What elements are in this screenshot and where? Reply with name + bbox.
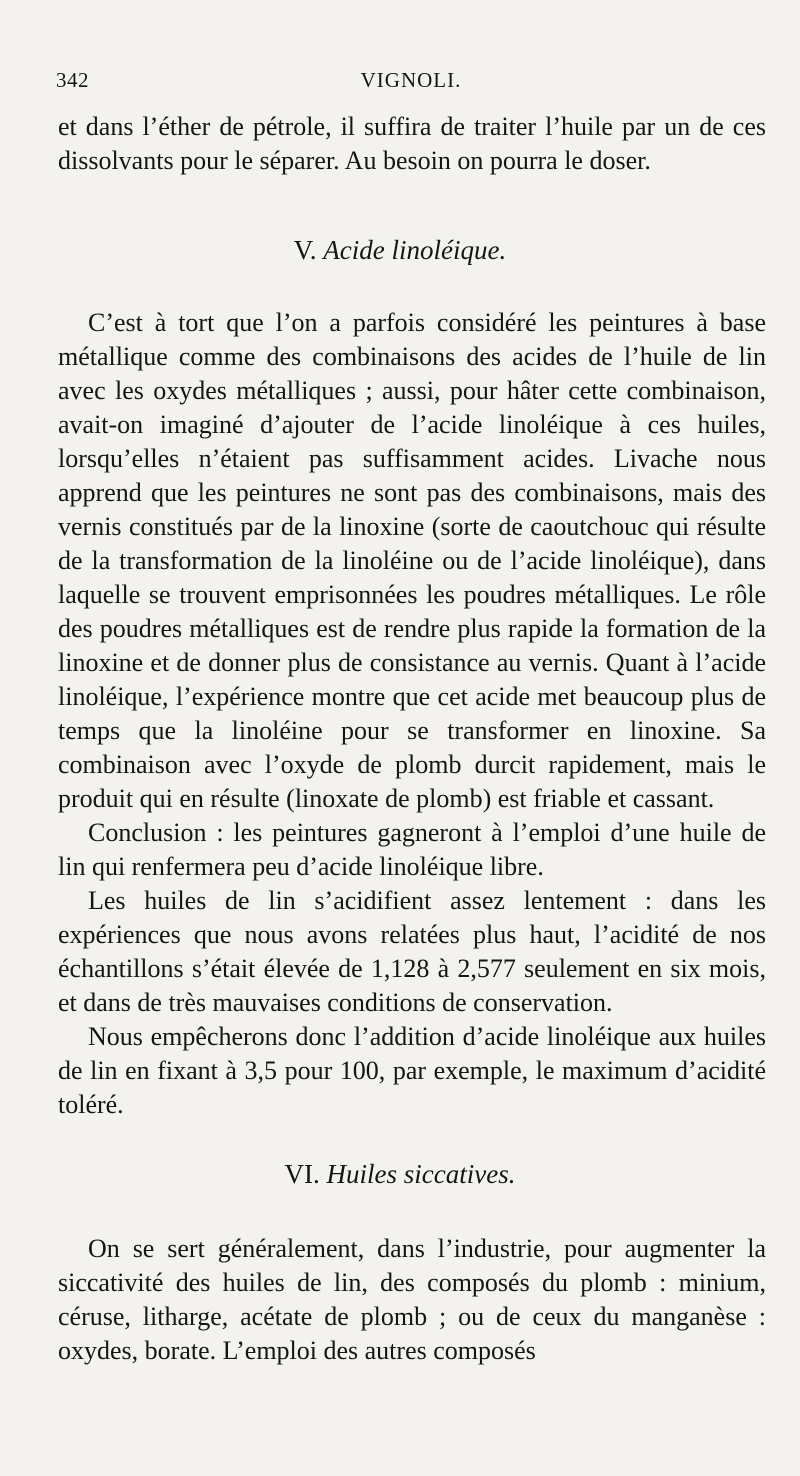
section-numeral: VI. [284,1159,320,1189]
paragraph: Les huiles de lin s’acidifient assez lentement : dans les expériences que nous avons relatées plus haut, l’acidité de nos échantillons s’était élevée de 1,128 à 2,577 seulement en six mois, et dans de très mauvaises conditions de conservation. [58,886,766,1017]
page-header [56,68,766,96]
section-title: Acide linoléique. [323,235,507,265]
section-heading-v [0,233,800,267]
paragraph: Nous empêcherons donc l’addition d’acide linoléique aux huiles de lin en fixant à 3,5 pour 100, par exemple, le maximum d’acidité toléré. [58,1022,766,1119]
section-title: Huiles siccatives. [326,1159,516,1189]
paragraph: Conclusion : les peintures gagneront à l’emploi d’une huile de lin qui renfermera peu d’acide linoléique libre. [58,818,766,881]
opening-paragraph: et dans l’éther de pétrole, il suffira de traiter l’huile par un de ces dissolvants pour le séparer. Au besoin on pourra le doser. [58,112,766,175]
section-heading-vi [0,1157,800,1191]
running-title: VIGNOLI. [360,68,462,92]
section-vi-body [58,1232,766,1368]
paragraph: C’est à tort que l’on a parfois considéré les peintures à base métallique comme des combinaisons des acides de l’huile de lin avec les oxydes métalliques ; aussi, pour hâter cette combinaison, avait-on imaginé d’ajouter de l’acide linoléique à ces huiles, lorsqu’elles n’étaient pas suffisamment acides. Livache nous apprend que les peintures ne sont pas des combinaisons, mais des vernis constitués par de la linoxine (sorte de caoutchouc qui résulte de la transformation de la linoléine ou de l’acide linoléique), dans laquelle se trouvent emprisonnées les poudres métalliques. Le rôle des poudres métalliques est de rendre plus rapide la formation de la linoxine et de donner plus de consistance au vernis. Quant à l’acide linoléique, l’expérience montre que cet acide met beaucoup plus de temps que la linoléine pour se transformer en linoxine. Sa combinaison avec l’oxyde de plomb durcit rapidement, mais le produit qui en résulte (linoxate de plomb) est friable et cassant. [58,308,766,813]
opening-paragraph-block [58,110,766,178]
section-numeral: V. [293,235,317,265]
page-number: 342 [56,68,89,92]
section-v-body [58,306,766,1122]
paragraph: On se sert généralement, dans l’industrie, pour augmenter la siccativité des huiles de lin, des composés du plomb : minium, céruse, litharge, acétate de plomb ; ou de ceux du manganèse : oxydes, borate. L’emploi des autres composés [58,1234,766,1365]
